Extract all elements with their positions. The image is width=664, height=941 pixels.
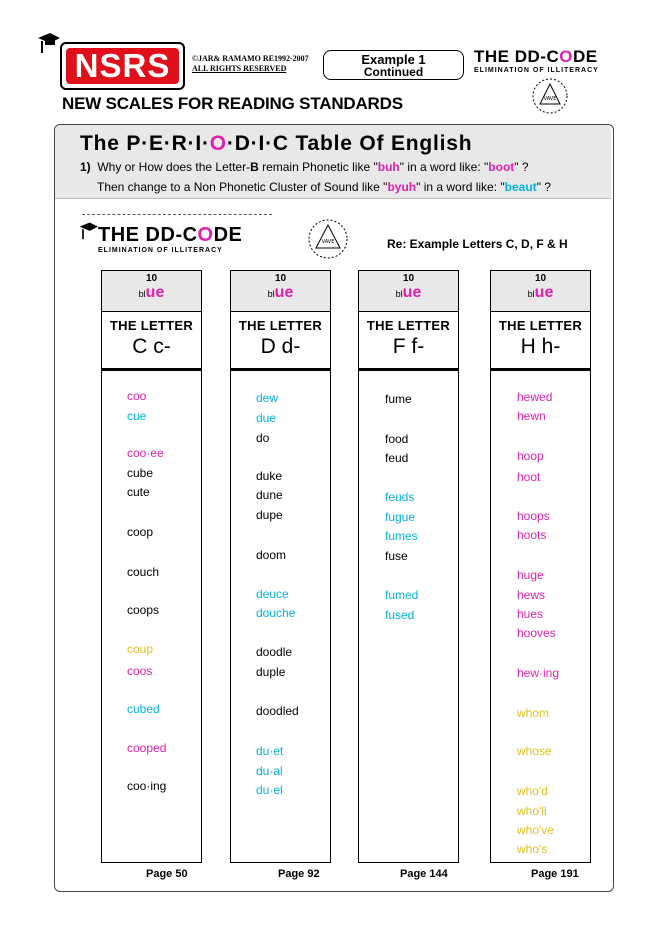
list-item: coop (127, 525, 154, 539)
question-line-1: 1) Why or How does the Letter-B remain Phonetic like "buh" in a word like: "boot" ? (80, 160, 529, 174)
column-header: 10 blue (230, 270, 331, 312)
graduation-cap-icon (36, 30, 60, 54)
rabeck-triangle-icon (300, 216, 356, 267)
page-number: Page 50 (146, 868, 188, 880)
list-item: who's (517, 842, 548, 856)
list-item: fuse (385, 549, 408, 563)
page-subtitle: NEW SCALES FOR READING STANDARDS (62, 94, 403, 113)
list-item: hooves (517, 626, 556, 640)
list-item: cooped (127, 741, 167, 755)
list-item: hoops (517, 509, 550, 523)
list-item: couch (127, 565, 160, 579)
nsrs-logo: NSRS (60, 42, 185, 90)
list-item: du·et (256, 744, 284, 758)
svg-text:VAVE: VAVE (321, 239, 335, 245)
list-item: huge (517, 568, 544, 582)
list-item: hew·ing (517, 666, 560, 680)
list-item: who'd (517, 784, 548, 798)
list-item: do (256, 431, 270, 445)
column-header: 10 blue (490, 270, 591, 312)
page-number: Page 92 (278, 868, 320, 880)
list-item: hews (517, 588, 546, 602)
list-item: fused (385, 608, 415, 622)
list-item: doodled (256, 704, 299, 718)
list-item: cube (127, 466, 154, 480)
list-item: dupe (256, 508, 283, 522)
list-item: hoots (517, 528, 547, 542)
graduation-cap-icon (78, 220, 98, 240)
list-item: due (256, 411, 277, 425)
list-item: deuce (256, 587, 289, 601)
dd-code-logo: THE DD-CODE ELIMINATION OF ILLITERACY (474, 47, 599, 74)
list-item: feuds (385, 490, 415, 504)
list-item: fume (385, 392, 412, 406)
example-label: Example 1 Continued (323, 50, 464, 80)
page-number: Page 144 (400, 868, 448, 880)
column-letter: THE LETTER D d- (230, 312, 331, 369)
list-item: coops (127, 603, 160, 617)
list-item: who'll (517, 804, 547, 818)
list-item: dew (256, 391, 279, 405)
list-item: feud (385, 451, 409, 465)
list-item: hoot (517, 470, 541, 484)
page-number: Page 191 (531, 868, 579, 880)
list-item: whom (517, 706, 550, 720)
list-item: duple (256, 665, 286, 679)
list-item: cute (127, 485, 150, 499)
list-item: coo·ee (127, 446, 164, 460)
list-item: fumed (385, 588, 419, 602)
column-letter: THE LETTER C c- (101, 312, 202, 369)
list-item: coo·ing (127, 779, 167, 793)
svg-text:VAVE: VAVE (543, 96, 557, 102)
list-item: cubed (127, 702, 160, 716)
list-item: duke (256, 469, 283, 483)
list-item: hewed (517, 390, 553, 404)
column-letter: THE LETTER H h- (490, 312, 591, 369)
list-item: doodle (256, 645, 293, 659)
periodic-title: The P·E·R·I·O·D·I·C Table Of English (80, 132, 473, 155)
list-item: coo (127, 389, 147, 403)
re-line: Re: Example Letters C, D, F & H (387, 237, 568, 251)
list-item: du·al (256, 764, 283, 778)
list-item: coup (127, 642, 154, 656)
list-item: whose (517, 744, 552, 758)
list-item: doom (256, 548, 287, 562)
list-item: food (385, 432, 409, 446)
list-item: hues (517, 607, 544, 621)
list-item: fugue (385, 510, 416, 524)
list-item: cue (127, 409, 147, 423)
column-letter: THE LETTER F f- (358, 312, 459, 369)
list-item: fumes (385, 529, 418, 543)
dd-code-logo: THE DD-CODE ELIMINATION OF ILLITERACY (98, 224, 243, 254)
list-item: douche (256, 606, 296, 620)
list-item: who've (517, 823, 554, 837)
divider (82, 214, 272, 215)
list-item: dune (256, 488, 283, 502)
column-header: 10 blue (358, 270, 459, 312)
column-header: 10 blue (101, 270, 202, 312)
list-item: coos (127, 664, 153, 678)
question-line-2: Then change to a Non Phonetic Cluster of Sound like "byuh" in a word like: "beaut" ? (97, 180, 551, 194)
list-item: du·el (256, 783, 283, 797)
copyright: ©JAR& RAMAMO RE1992-2007 ALL RIGHTS RESERVED (192, 54, 309, 73)
list-item: hewn (517, 409, 546, 423)
rabeck-triangle-icon (525, 76, 575, 121)
list-item: hoop (517, 449, 544, 463)
